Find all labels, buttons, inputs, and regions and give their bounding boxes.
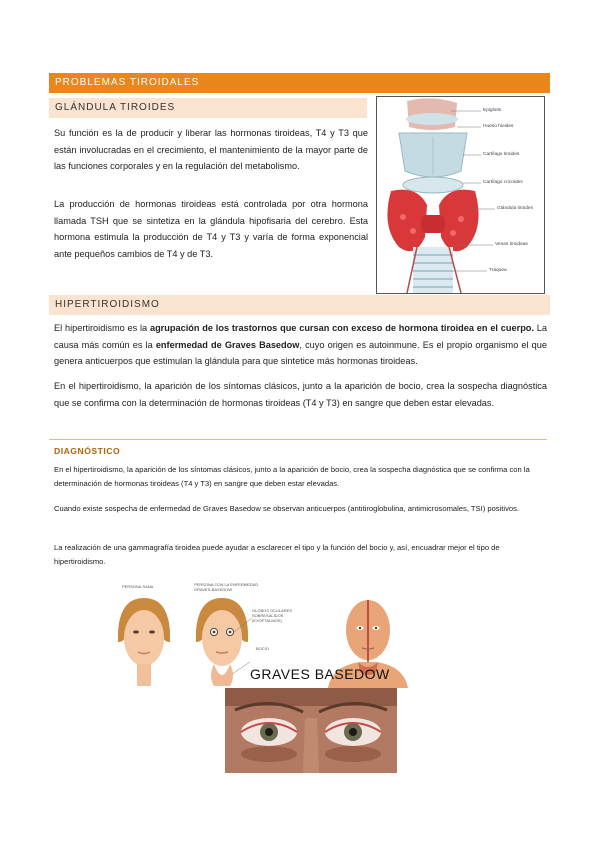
label-trachea: Tráquea [489,268,507,273]
diagnosis-heading: DIAGNÓSTICO [54,446,121,456]
label-thyroid-gland: Glándula tiroides [497,206,533,211]
label-healthy-person: PERSONA SANA [122,584,154,589]
hyper-p1-text-c: La causa más común es la [54,323,547,350]
graves-basedow-caption: GRAVES BASEDOW [250,666,390,682]
hyper-p1-text-e: , cuyo origen es autoinmune. Es el propio organismo el que genera anticuerpos que estimulan la glándula para que sintetice más hormonas tiroideas. [54,339,547,366]
diagnosis-paragraph-3: La realización de una gammagrafía tiroidea puede ayudar a esclarecer el tipo y la función del bocio y, así, encuadrar mejor el tipo de hipertiroidismo. [54,543,500,566]
label-hyoid: Hueso hioides [483,124,514,129]
hyper-p1-bold-graves: enfermedad de Graves Basedow [155,339,300,350]
exophthalmos-photo [225,688,397,773]
diagnosis-paragraph-2: Cuando existe sospecha de enfermedad de Graves Basedow se observan anticuerpos (antitiroglobulina, antimicrosomales, TSI) positivos. [54,504,520,513]
thyroid-paragraph-2: La producción de hormonas tiroideas está controlada por otra hormona llamada TSH que se sintetiza en la glándula hipofisaria del cerebro. Esta hormona estimula la producción de T4 y T3 y varía de forma exponencial ante pequeños cambios de T4 y de T3. [54,199,368,259]
label-cricoid: Cartílago cricoides [483,180,523,185]
hyper-heading: HIPERTIROIDISMO [55,299,160,310]
thyroid-heading: GLÁNDULA TIROIDES [55,102,176,113]
thyroid-heading-bar [49,98,367,118]
hyper-paragraph-1 [54,320,547,370]
label-exophthalmos: GLOBOS OCULARES SOBRESALIDOS (EXOFTALMOS) [252,608,293,623]
label-epiglottis: Epiglotis [483,108,502,113]
label-thyroid-veins: Venas tiroideas [495,242,528,247]
thyroid-illustration [377,97,544,293]
label-goiter: BOCIO [256,646,269,651]
thyroid-anatomy-figure [376,96,545,294]
eyes-illustration [225,688,397,773]
hyper-p1-bold-definition: agrupación de los trastornos que cursan con exceso de hormona tiroidea en el cuerpo. [149,323,534,333]
diagnosis-paragraph-1: En el hipertiroidismo, la aparición de los síntomas clásicos, junto a la aparición de bocio, crea la sospecha diagnóstica que se confirma con la determinación de hormonas tiroideas (T4 y T3) en sangre que deben estar elevadas. [54,465,530,488]
section-divider [49,439,547,440]
label-thyroid-cartilage: Cartílago tiroides [483,152,520,157]
section-title: PROBLEMAS TIROIDALES [55,77,200,88]
label-sick-person: PERSONA CON LA ENFERMEDAD GRAVES-BASEDOW [194,582,259,592]
thyroid-paragraph-1: Su función es la de producir y liberar las hormonas tiroideas, T4 y T3 que están involucradas en el crecimiento, el mantenimiento de la mayor parte de las funciones corporales y en la regulación del metabolismo. [54,128,368,171]
hyper-paragraph-2: En el hipertiroidismo, la aparición de los síntomas clásicos, junto a la aparición de bocio, crea la sospecha diagnóstica que se confirma con la determinación de hormonas tiroideas (T4 y T3) en sangre que deben estar elevadas. [54,381,547,408]
hyper-p1-text-a: El hipertiroidismo es la [54,323,150,333]
hyper-heading-bar [49,295,550,315]
section-title-bar [49,73,550,93]
